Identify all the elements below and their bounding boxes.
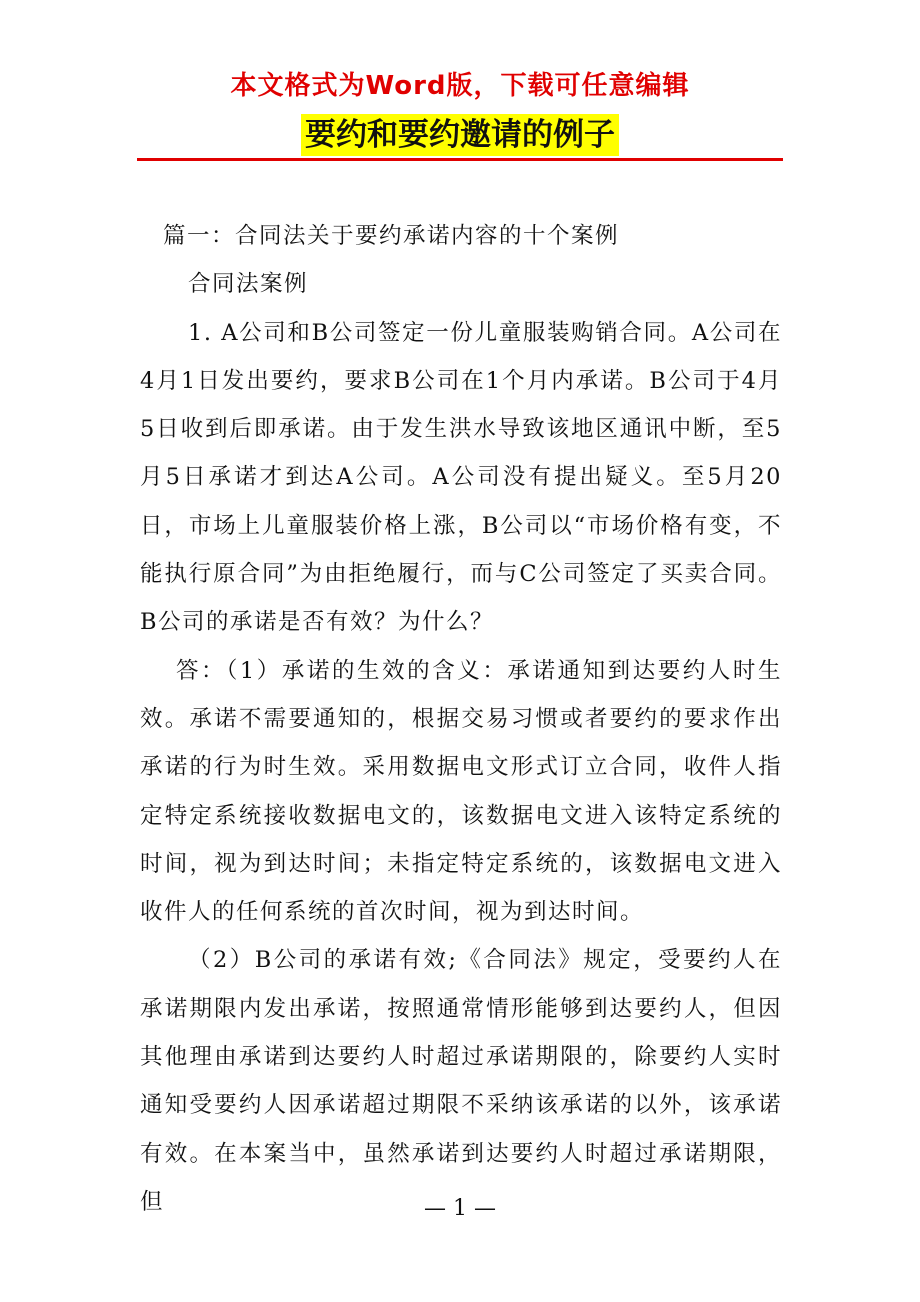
section-heading: 篇一：合同法关于要约承诺内容的十个案例: [163, 223, 620, 249]
title-container: [0, 114, 920, 156]
download-banner: 本文格式为Word版，下载可任意编辑: [230, 71, 690, 101]
paragraph-case: 1. A公司和B公司签定一份儿童服装购销合同。A公司在4月1日发出要约，要求B公司在1个月内承诺。B公司于4月5日收到后即承诺。由于发生洪水导致该地区通讯中断，至5月5日承诺才到达A公司。A公司没有提出疑义。至5月20日，市场上儿童服装价格上涨，B公司以“市场价格有变，不能执行原合同”为由拒绝履行，而与C公司签定了买卖合同。B公司的承诺是否有效？为什么？: [140, 319, 782, 636]
paragraph-answer-1: 答：（1）承诺的生效的含义：承诺通知到达要约人时生效。承诺不需要通知的，根据交易习惯或者要约的要求作出承诺的行为时生效。采用数据电文形式订立合同，收件人指定特定系统接收数据电文的，该数据电文进入该特定系统的时间，视为到达时间；未指定特定系统的，该数据电文进入收件人的任何系统的首次时间，视为到达时间。: [140, 657, 782, 926]
document-title: 要约和要约邀请的例子: [301, 114, 619, 156]
page-number: — 1 —: [424, 1196, 496, 1221]
paragraph-answer-2: （2）B公司的承诺有效;《合同法》规定，受要约人在承诺期限内发出承诺，按照通常情形能够到达要约人，但因其他理由承诺到达要约人时超过承诺期限的，除要约人实时通知受要约人因承诺超过期限不采纳该承诺的以外，该承诺有效。在本案当中，虽然承诺到达要约人时超过承诺期限，但: [140, 947, 782, 1215]
title-divider: [137, 158, 783, 161]
subheading: 合同法案例: [188, 271, 309, 298]
document-body: [140, 212, 782, 1226]
